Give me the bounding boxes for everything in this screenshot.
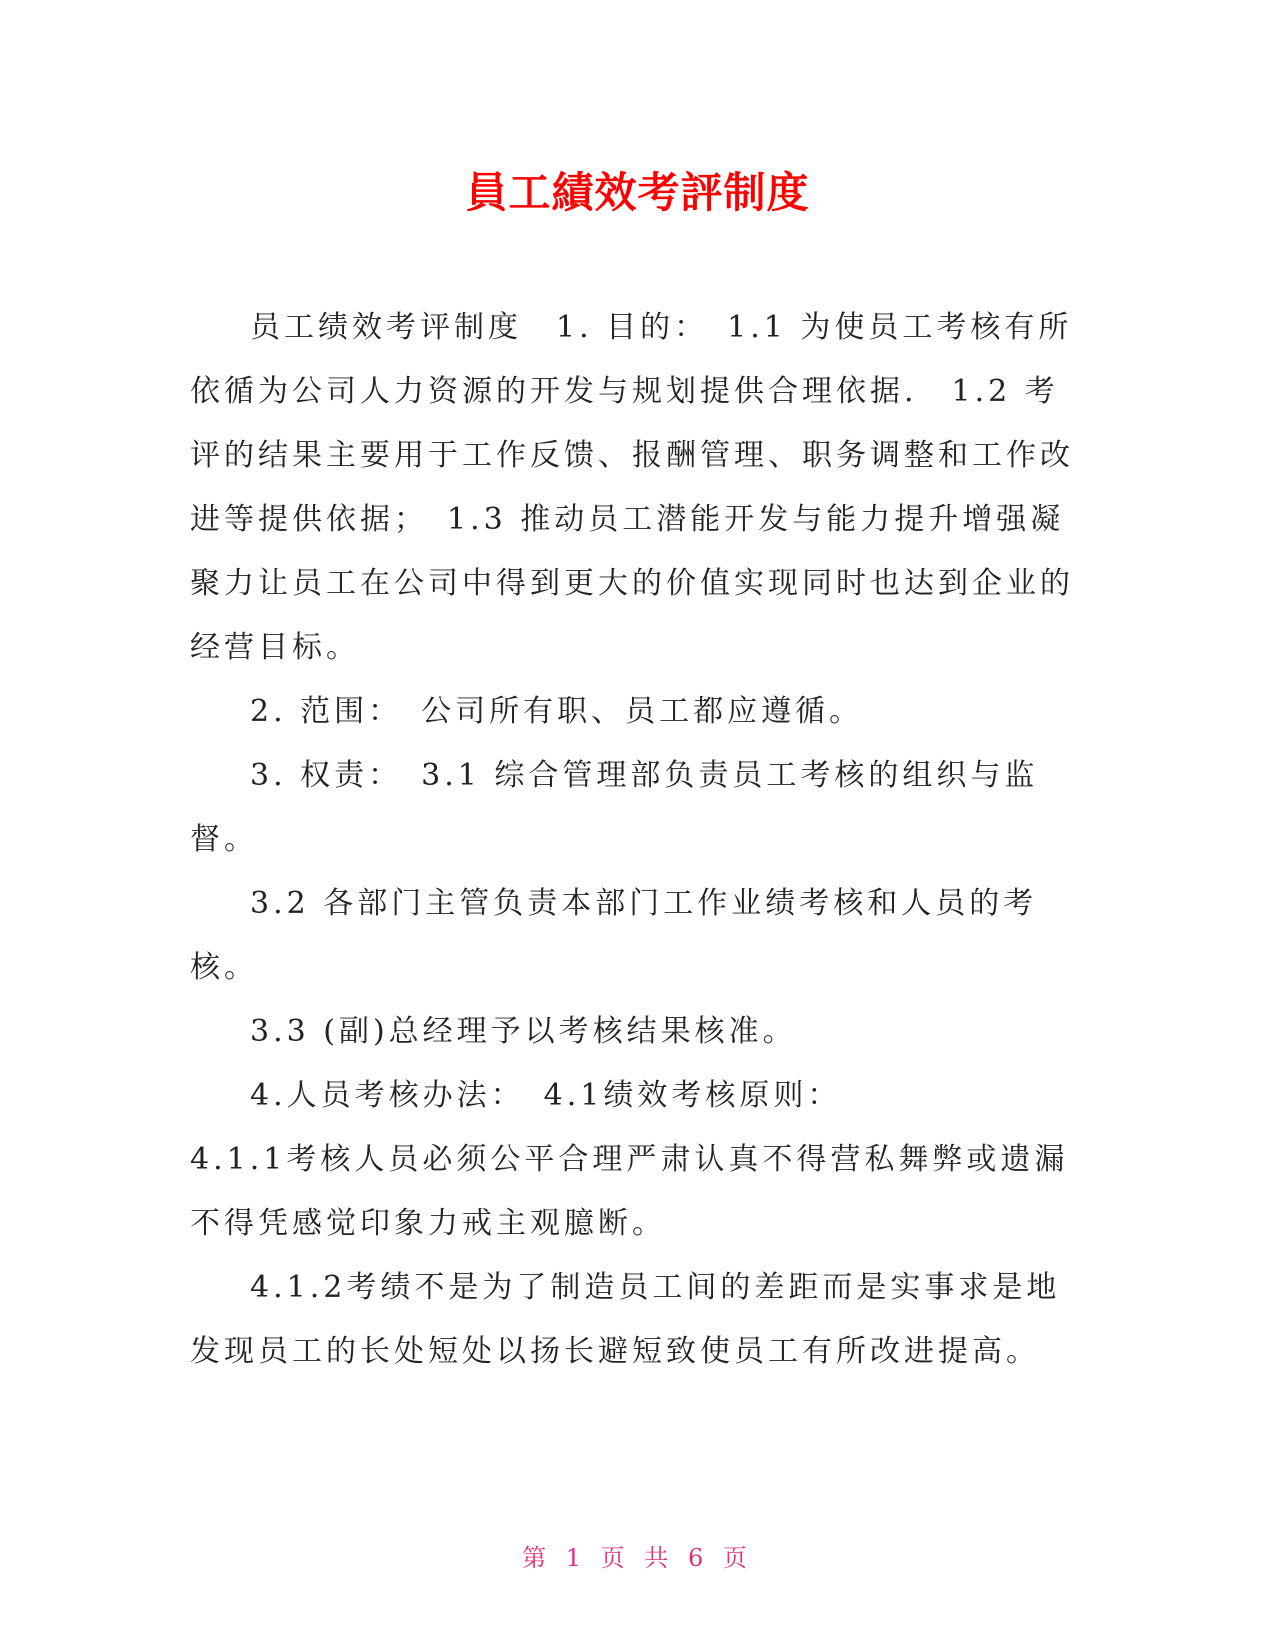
paragraph-scope: 2. 范围： 公司所有职、员工都应遵循。 [250,694,864,729]
paragraph-purpose: 员工绩效考评制度 1. 目的： 1.1 为使员工考核有所依循为公司人力资源的开发与规划提供合理依据. 1.2 考评的结果主要用于工作反馈、报酬管理、职务调整和工作改进等提供依据； 1.3 推动员工潜能开发与能力提升增强凝聚力让员工在公司中得到更大的价值实现同时也达到企业的经营目标。 [190,310,1074,665]
paragraph-principle-4-1-1: 4.1.1考核人员必须公平合理严肃认真不得营私舞弊或遗漏不得凭感觉印象力戒主观臆断。 [190,1142,1069,1241]
paragraph-responsibility-3-2: 3.2 各部门主管负责本部门工作业绩考核和人员的考核。 [190,886,1038,985]
paragraph-principle-4-1-2: 4.1.2考绩不是为了制造员工间的差距而是实事求是地发现员工的长处短处以扬长避短致使员工有所改进提高。 [190,1270,1061,1369]
paragraph-method: 4.人员考核办法： 4.1绩效考核原则： [250,1078,842,1113]
document-title: 員工績效考評制度 [465,168,810,217]
document-body [190,296,1090,1384]
paragraph-responsibility-3-3: 3.3 (副)总经理予以考核结果核准。 [250,1014,797,1049]
page-number-footer: 第 1 页 共 6 页 [522,1544,753,1572]
paragraph-responsibility: 3. 权责： 3.1 综合管理部负责员工考核的组织与监督。 [190,758,1039,857]
